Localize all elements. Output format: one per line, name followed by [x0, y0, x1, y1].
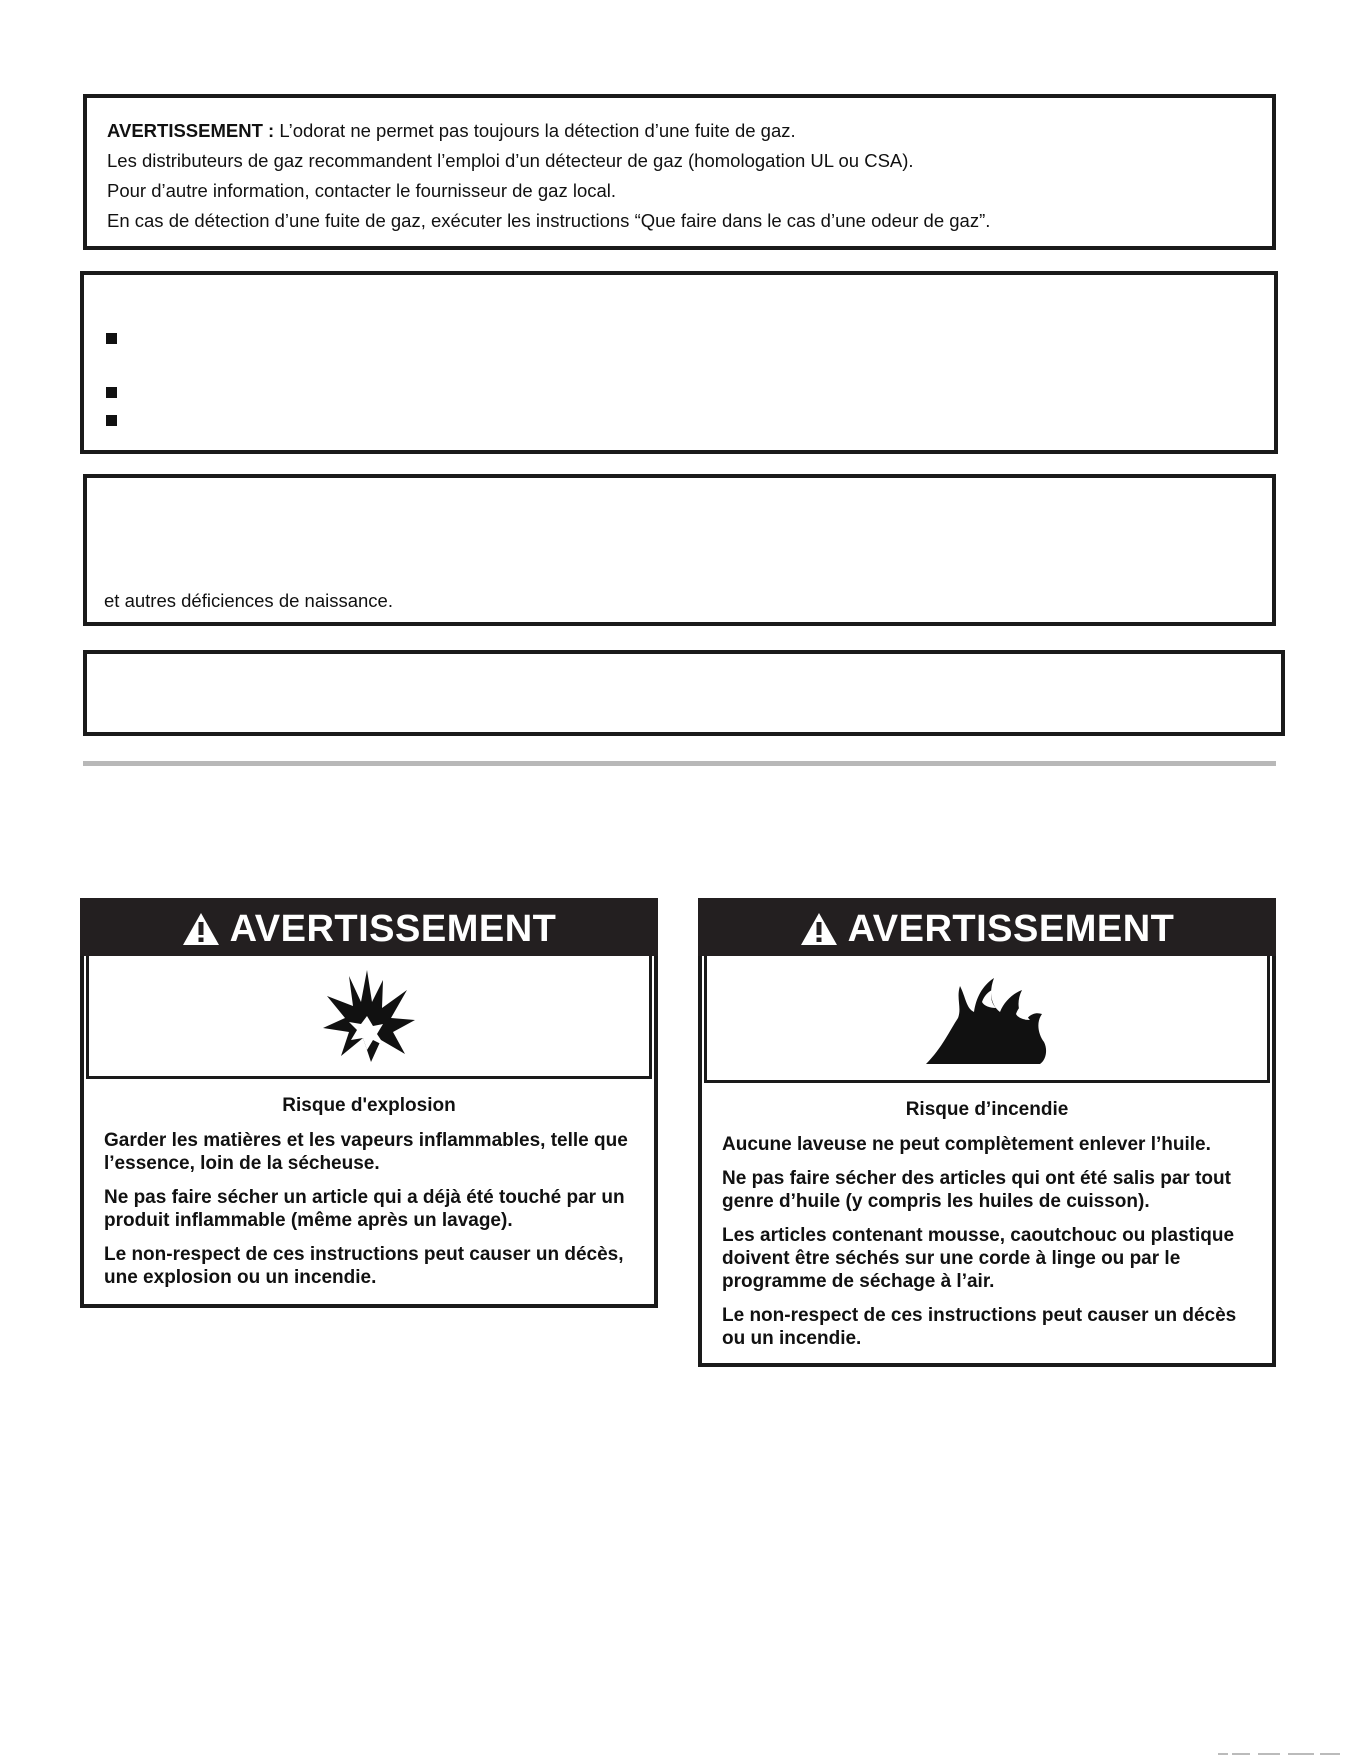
warning-triangle-icon [800, 912, 838, 946]
warning-header [698, 898, 1276, 956]
warning-body [702, 1083, 1272, 1350]
bullet-square-icon [106, 387, 117, 398]
warning-header-label: AVERTISSEMENT [847, 907, 1175, 950]
explosion-warning-panel [80, 898, 658, 1308]
warning-title: Risque d'explosion [282, 1095, 456, 1116]
gas-warning-line-3: Pour d’autre information, contacter le fournisseur de gaz local. [107, 180, 617, 201]
gas-warning-line-1: AVERTISSEMENT : L’odorat ne permet pas toujours la détection d’une fuite de gaz. [107, 120, 796, 141]
warning-paragraph: Les articles contenant mousse, caoutchouc ou plastique doivent être séchés sur une corde à linge ou par le programme de séchage à l’air. [722, 1225, 1235, 1292]
warning-paragraph: Aucune laveuse ne peut complètement enlever l’huile. [722, 1134, 1211, 1155]
warning-paragraph: Garder les matières et les vapeurs inflammables, telle que l’essence, loin de la sécheuse. [104, 1130, 628, 1174]
gas-warning-box [83, 94, 1276, 250]
proposition-notice-line: et autres déficiences de naissance. [104, 590, 393, 611]
footer-print-mark [1218, 1751, 1344, 1757]
gas-warning-label: AVERTISSEMENT : [107, 120, 275, 141]
bullet-square-icon [106, 415, 117, 426]
bullet-list-box [80, 271, 1278, 454]
gas-warning-line-2: Les distributeurs de gaz recommandent l’emploi d’un détecteur de gaz (homologation UL ou CSA). [107, 150, 914, 171]
warning-paragraph: Ne pas faire sécher un article qui a déjà été touché par un produit inflammable (même après un lavage). [104, 1187, 625, 1231]
warning-paragraph: Le non-respect de ces instructions peut causer un décès, une explosion ou un incendie. [104, 1244, 624, 1288]
fire-icon [922, 968, 1052, 1068]
section-divider [83, 761, 1276, 766]
warning-title: Risque d’incendie [905, 1099, 1069, 1120]
explosion-icon [319, 966, 419, 1066]
gas-warning-line-4: En cas de détection d’une fuite de gaz, exécuter les instructions “Que faire dans le cas d’une odeur de gaz”. [107, 210, 991, 231]
warning-triangle-icon [182, 912, 220, 946]
fire-warning-panel [698, 898, 1276, 1367]
empty-notice-box [83, 650, 1285, 736]
fire-icon-zone [704, 956, 1270, 1083]
bullet-square-icon [106, 333, 117, 344]
proposition-notice-box [83, 474, 1276, 626]
warning-paragraph: Le non-respect de ces instructions peut causer un décès ou un incendie. [722, 1305, 1237, 1349]
warning-body [84, 1079, 654, 1289]
explosion-icon-zone [86, 956, 652, 1079]
warning-header-label: AVERTISSEMENT [229, 907, 557, 950]
warning-paragraph: Ne pas faire sécher des articles qui ont été salis par tout genre d’huile (y compris les huiles de cuisson). [722, 1168, 1231, 1212]
warning-header [80, 898, 658, 956]
